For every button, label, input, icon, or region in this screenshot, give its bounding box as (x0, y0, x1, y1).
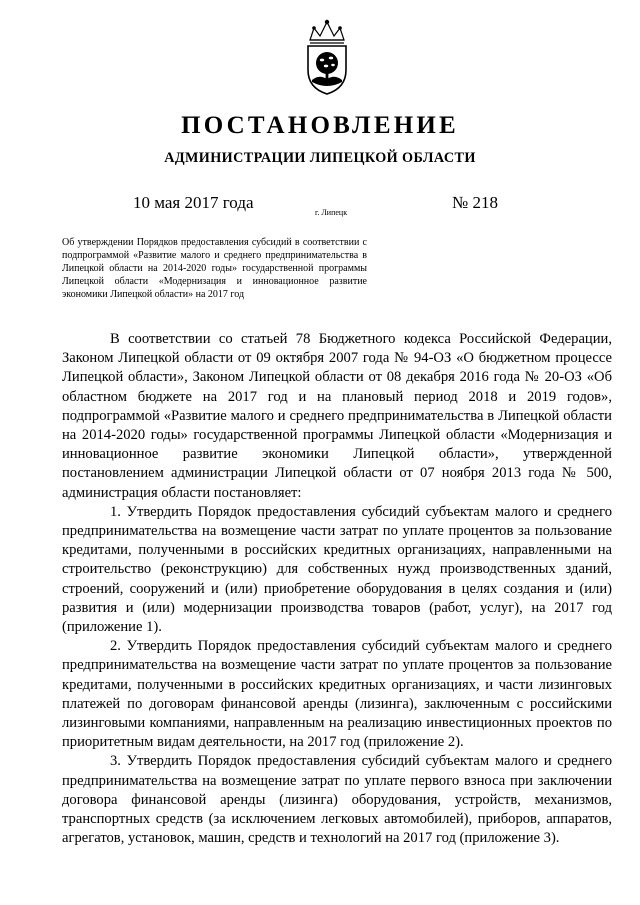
lipetsk-coat-of-arms-icon (304, 18, 350, 96)
document-title: ПОСТАНОВЛЕНИЕ (181, 112, 459, 139)
paragraph-item-3: 3. Утвердить Порядок предоставления субсидий субъектам малого и среднего предпринимательства на возмещение затрат по уплате первого взноса при заключении договора финансовой аренды (лизинга) оборудования, устройств, механизмов, транспортных средств (за исключением легковых автомобилей), приборов, аппаратов, агрегатов, установок, машин, средств и технологий на 2017 год (приложение 3). (62, 753, 612, 847)
paragraph-preamble: В соответствии со статьей 78 Бюджетного кодекса Российской Федерации, Законом Липецкой области от 09 октября 2007 года № 94-ОЗ «О бюджетном процессе Липецкой области», Законом Липецкой области от 08 декабря 2016 года № 20-ОЗ «Об областном бюджете на 2017 год и на плановый период 2018 и 2019 годов», подпрограммой «Развитие малого и среднего предпринимательства в Липецкой области на 2014-2020 годы» государственной программы Липецкой области «Модернизация и инновационное развитие экономики Липецкой области», утвержденной постановлением администрации Липецкой области от 07 ноября 2013 года № 500, администрация области постановляет: (62, 331, 612, 501)
document-date: 10 мая 2017 года (133, 193, 254, 212)
document-number: № 218 (452, 193, 498, 212)
paragraph-item-1: 1. Утвердить Порядок предоставления субсидий субъектам малого и среднего предпринимательства на возмещение части затрат по уплате процентов за пользование кредитами, полученными в российских кредитных организациях, направленными на строительство (реконструкцию) для собственных нужд производственных зданий, строений, сооружений и (или) приобретение оборудования в целях создания и (или) развития и (или) модернизации производства товаров (работ, услуг), на 2017 год (приложение 1). (62, 503, 612, 636)
document-body (62, 330, 612, 848)
document-city: г. Липецк (315, 208, 348, 217)
paragraph-item-2: 2. Утвердить Порядок предоставления субсидий субъектам малого и среднего предпринимательства на возмещение части затрат по уплате процентов за пользование кредитами, полученными в российских кредитных организациях, и части лизинговых платежей по договорам финансовой аренды (лизинга), заключенным с российскими лизинговыми компаниями, направленным на реализацию инвестиционных проектов по приоритетным видам деятельности, на 2017 год (приложение 2). (62, 638, 612, 751)
document-subtitle: АДМИНИСТРАЦИИ ЛИПЕЦКОЙ ОБЛАСТИ (164, 150, 476, 166)
document-caption: Об утверждении Порядков предоставления субсидий в соответствии с подпрограммой «Развитие малого и среднего предпринимательства в Липецкой области на 2014-2020 годы» государственной программы Липецкой области «Модернизация и инновационное развитие экономики Липецкой области» на 2017 год (62, 237, 367, 300)
